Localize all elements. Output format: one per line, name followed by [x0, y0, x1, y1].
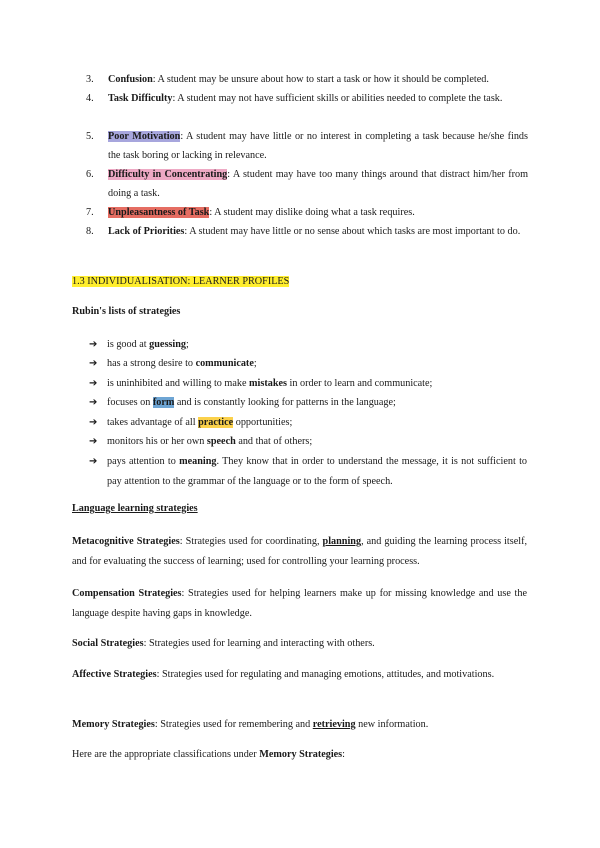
arrow-icon: ➔ [89, 397, 98, 408]
item-number: 5. [86, 131, 94, 142]
key-term: speech [206, 436, 236, 447]
key-term: communicate [195, 358, 254, 369]
paragraph-metacognitive: Metacognitive Strategies: Strategies used for coordinating, planning, and guiding the learning process itself, and for evaluating the success of learning; used for controlling your learning process. [72, 536, 528, 567]
section-heading [72, 275, 289, 289]
key-term: meaning [179, 456, 217, 467]
list-item-difficulty-concentrating [86, 166, 528, 203]
key-term: guessing [149, 339, 186, 350]
arrow-icon: ➔ [89, 339, 98, 350]
bullet-item: ➔ monitors his or her own speech and that of others; [89, 432, 527, 452]
arrow-icon: ➔ [89, 358, 98, 369]
term-label: Social Strategies [72, 638, 144, 649]
item-label: Confusion [108, 74, 153, 85]
rubin-title: Rubin's lists of strategies [72, 306, 181, 317]
paragraph-memory: Memory Strategies: Strategies used for remembering and retrieving new information. [72, 719, 429, 730]
arrow-icon: ➔ [89, 378, 98, 389]
bullet-item: ➔ focuses on form and is constantly looking for patterns in the language; [89, 393, 527, 413]
key-term: practice [198, 417, 234, 428]
list-item-poor-motivation [86, 128, 528, 165]
term-label: Metacognitive Strategies [72, 536, 180, 547]
section-heading-text: 1.3 INDIVIDUALISATION: LEARNER PROFILES [72, 276, 290, 287]
bullet-item: ➔ is good at guessing; [89, 335, 527, 355]
bullet-item: ➔ pays attention to meaning. They know that in order to understand the message, it is not sufficient to pay attention to the grammar of the language or to the form of speech. [89, 452, 527, 491]
key-term: retrieving [312, 719, 356, 730]
item-text: : A student may be unsure about how to start a task or how it should be completed. [152, 74, 489, 85]
item-text: : A student may have little or no sense about which tasks are most important to do. [184, 226, 521, 237]
paragraph-social: Social Strategies: Strategies used for learning and interacting with others. [72, 638, 375, 649]
paragraph-affective: Affective Strategies: Strategies used for regulating and managing emotions, attitudes, and motivations. [72, 669, 495, 680]
item-label: Task Difficulty [108, 93, 173, 104]
item-number: 3. [86, 74, 94, 85]
item-number: 8. [86, 226, 94, 237]
subheading-language-learning-strategies: Language learning strategies [72, 503, 198, 514]
item-text: : A student may have little or no interest in completing a task because he/she finds the task boring or lacking in relevance. [108, 131, 528, 161]
bullet-item: ➔ has a strong desire to communicate; [89, 354, 527, 374]
item-number: 7. [86, 207, 94, 218]
list-item-unpleasantness [86, 204, 528, 223]
item-label: Poor Motivation [108, 131, 181, 142]
key-term: planning [322, 536, 362, 547]
item-text: : A student may have too many things around that distract him/her from doing a task. [108, 169, 528, 199]
bullet-item: ➔ is uninhibited and willing to make mistakes in order to learn and communicate; [89, 374, 527, 394]
item-number: 4. [86, 93, 94, 104]
term-label: Memory Strategies [72, 719, 155, 730]
arrow-icon: ➔ [89, 417, 98, 428]
item-number: 6. [86, 169, 94, 180]
term-label: Compensation Strategies [72, 588, 182, 599]
arrow-icon: ➔ [89, 436, 98, 447]
key-term: form [152, 397, 175, 408]
key-term: mistakes [249, 378, 287, 389]
list-item-lack-priorities [86, 223, 528, 242]
item-text: : A student may not have sufficient skills or abilities needed to complete the task. [172, 93, 503, 104]
paragraph-compensation: Compensation Strategies: Strategies used for helping learners make up for missing knowledge and use the language despite having gaps in knowledge. [72, 588, 527, 619]
item-text: : A student may dislike doing what a task requires. [209, 207, 415, 218]
bullet-item: ➔ takes advantage of all practice opportunities; [89, 413, 527, 433]
list-item-task-difficulty [86, 90, 528, 109]
item-label: Unpleasantness of Task [108, 207, 210, 218]
list-item-confusion [86, 71, 528, 90]
key-term: Memory Strategies [259, 749, 343, 760]
item-label: Difficulty in Concentrating [108, 169, 228, 180]
term-label: Affective Strategies [72, 669, 157, 680]
item-label: Lack of Priorities [108, 226, 185, 237]
arrow-icon: ➔ [89, 456, 98, 467]
paragraph-closing: Here are the appropriate classifications under Memory Strategies: [72, 749, 345, 760]
